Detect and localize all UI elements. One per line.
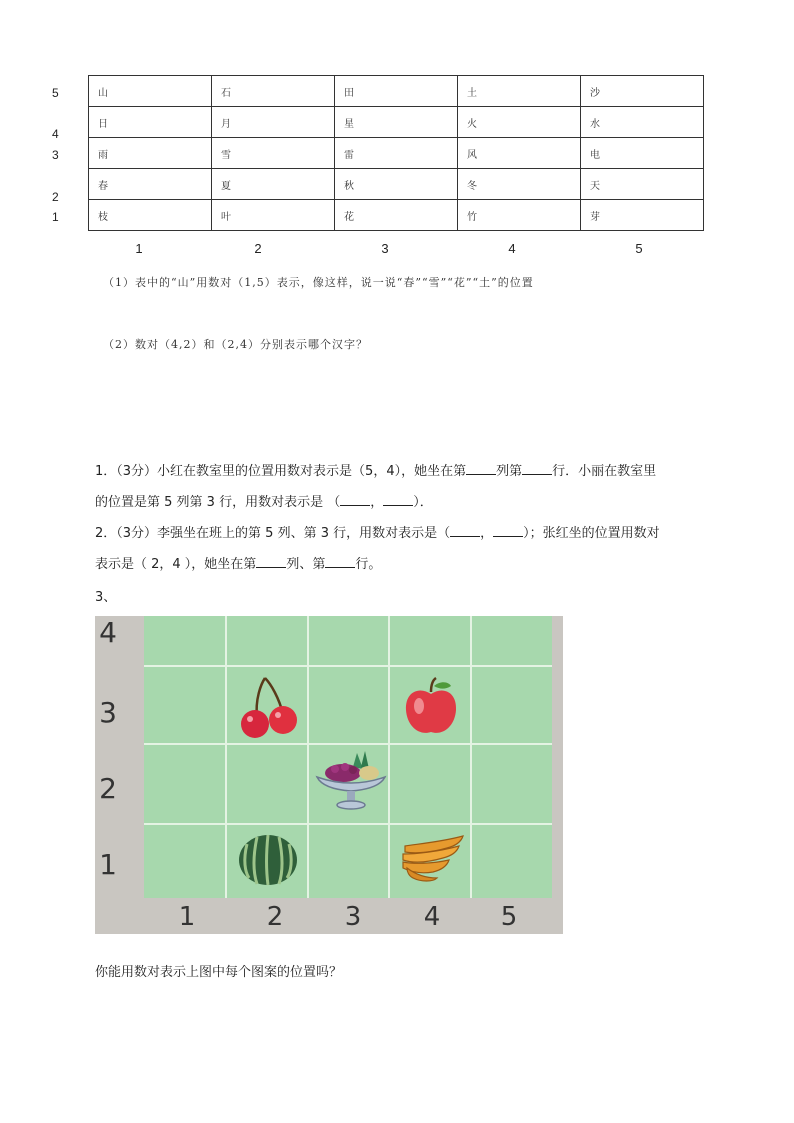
table-cell: 花 (335, 200, 458, 231)
table-row (89, 76, 704, 107)
problem-text: ）． (413, 495, 433, 510)
grid-line (225, 616, 227, 898)
table-cell: 水 (581, 107, 704, 138)
col-label-3: 3 (381, 241, 389, 256)
col-label-1: 1 (135, 241, 143, 256)
grid-line (144, 743, 552, 745)
bananas-icon (397, 832, 469, 884)
col-label-5: 5 (635, 241, 643, 256)
problem-text: 1．（3分）小红在教室里的位置用数对表示是（5，4），她坐在第 (95, 464, 467, 479)
answer-blank[interactable] (340, 493, 370, 506)
table-cell: 枝 (89, 200, 212, 231)
x-label-3: 3 (344, 902, 362, 932)
problem-text: 2．（3分）李强坐在班上的第 5 列、第 3 行，用数对表示是（ (95, 526, 451, 541)
table-cell: 风 (458, 138, 581, 169)
problem-2-line-1 (95, 524, 715, 543)
answer-blank[interactable] (493, 524, 523, 537)
problem-text: ， (370, 495, 384, 510)
table-cell: 星 (335, 107, 458, 138)
grid-line (144, 665, 552, 667)
cherries-icon (235, 674, 305, 740)
problem-1-line-2 (95, 493, 715, 512)
table-row (89, 169, 704, 200)
table-cell: 春 (89, 169, 212, 200)
x-label-4: 4 (423, 902, 441, 932)
problem-3-label: 3、 (95, 590, 117, 605)
problem-2-line-2 (95, 555, 715, 574)
problem-text: 列第 (496, 464, 523, 479)
table-row (89, 138, 704, 169)
table-cell: 天 (581, 169, 704, 200)
y-label-2: 2 (99, 772, 117, 805)
answer-blank[interactable] (522, 462, 552, 475)
problem-text: 表示是（ 2，4 ），她坐在第 (95, 557, 257, 572)
x-label-5: 5 (500, 902, 518, 932)
fruit-bowl-icon (313, 749, 389, 815)
question-2: （2）数对（4,2）和（2,4）分别表示哪个汉字？ (103, 338, 368, 351)
table-cell: 土 (458, 76, 581, 107)
table-cell: 石 (212, 76, 335, 107)
y-label-3: 3 (99, 696, 117, 729)
problem-text: 行．小丽在教室里 (552, 464, 657, 479)
final-question: 你能用数对表示上图中每个图案的位置吗？ (95, 965, 343, 980)
table-cell: 电 (581, 138, 704, 169)
answer-blank[interactable] (383, 493, 413, 506)
table-cell: 芽 (581, 200, 704, 231)
table-cell: 山 (89, 76, 212, 107)
answer-blank[interactable] (325, 555, 355, 568)
row-label-1: 1 (52, 210, 59, 224)
row-label-2: 2 (52, 190, 59, 204)
table-cell: 日 (89, 107, 212, 138)
table-cell: 竹 (458, 200, 581, 231)
grid-line (144, 823, 552, 825)
fruit-grid-picture (95, 616, 563, 934)
table-cell: 秋 (335, 169, 458, 200)
grid-line (470, 616, 472, 898)
grid-line (307, 616, 309, 898)
character-table (88, 75, 704, 231)
problem-1-line-1 (95, 462, 715, 481)
y-label-4: 4 (99, 616, 117, 649)
problem-text: 列、第 (286, 557, 326, 572)
col-label-2: 2 (254, 241, 262, 256)
table-cell: 沙 (581, 76, 704, 107)
row-label-3: 3 (52, 148, 59, 162)
problem-text: ）；张红坐的位置用数对 (523, 526, 660, 541)
question-1: （1）表中的“山”用数对（1,5）表示，像这样，说一说“春”“雪”“花”“土”的位置 (103, 276, 534, 289)
table-cell: 冬 (458, 169, 581, 200)
answer-blank[interactable] (466, 462, 496, 475)
apple-icon (401, 676, 461, 738)
watermelon-icon (237, 832, 299, 888)
x-label-1: 1 (178, 902, 196, 932)
table-cell: 雷 (335, 138, 458, 169)
table-cell: 田 (335, 76, 458, 107)
answer-blank[interactable] (450, 524, 480, 537)
col-label-4: 4 (508, 241, 516, 256)
row-label-4: 4 (52, 127, 59, 141)
answer-blank[interactable] (256, 555, 286, 568)
problem-text: 行。 (355, 557, 382, 572)
y-label-1: 1 (99, 848, 117, 881)
table-row (89, 107, 704, 138)
table-cell: 夏 (212, 169, 335, 200)
table-cell: 火 (458, 107, 581, 138)
table-cell: 月 (212, 107, 335, 138)
table-cell: 雪 (212, 138, 335, 169)
problem-text: 的位置是第 5 列第 3 行，用数对表示是 （ (95, 495, 341, 510)
table-row (89, 200, 704, 231)
table-cell: 雨 (89, 138, 212, 169)
table-cell: 叶 (212, 200, 335, 231)
x-label-2: 2 (266, 902, 284, 932)
row-label-5: 5 (52, 86, 59, 100)
problem-text: ， (480, 526, 494, 541)
